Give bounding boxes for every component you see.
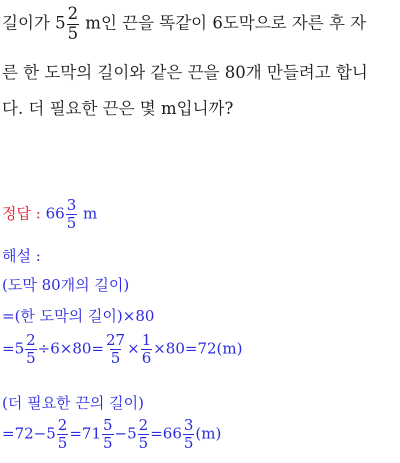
question-line-2: 른 한 도막의 길이와 같은 끈을 80개 만들려고 합니 [2, 63, 368, 82]
fraction: $\frac{2}{5}$ [67, 4, 79, 43]
solution-line-2: =(한 도막의 길이)×80 [2, 307, 155, 325]
fraction: $\frac{2}{5}$ [26, 331, 36, 367]
fraction: $\frac{3}{5}$ [66, 196, 77, 232]
question-line-1: 길이가 5 $\frac{2}{5}$ m인 끈을 똑같이 6도막으로 자른 후 자 [2, 4, 367, 43]
solution-title: 해설 : [2, 247, 41, 265]
answer-line: 정답 : 66 $\frac{3}{5}$ m [2, 196, 98, 232]
fraction: $\frac{27}{5}$ [106, 331, 126, 367]
fraction: $\frac{2}{5}$ [138, 416, 149, 452]
answer-label: 정답 : [2, 204, 41, 223]
fraction: $\frac{1}{6}$ [141, 331, 152, 367]
solution-line-1: (도막 80개의 길이) [2, 276, 130, 294]
question-line-3: 다. 더 필요한 끈은 몇 m입니까? [2, 99, 234, 118]
solution-line-4: (더 필요한 끈의 길이) [2, 394, 144, 412]
fraction: $\frac{2}{5}$ [57, 416, 68, 452]
solution-line-5: =72−5 $\frac{2}{5}$ =71 $\frac{5}{5}$ −5 $\frac{2}{5}$ =66 $\frac{3}{5}$ (m) [2, 416, 222, 452]
fraction: $\frac{5}{5}$ [102, 416, 113, 452]
fraction: $\frac{3}{5}$ [183, 416, 194, 452]
solution-line-3: =5 $\frac{2}{5}$ ÷6×80= $\frac{27}{5}$ × $\frac{1}{6}$ ×80=72(m) [2, 331, 243, 367]
